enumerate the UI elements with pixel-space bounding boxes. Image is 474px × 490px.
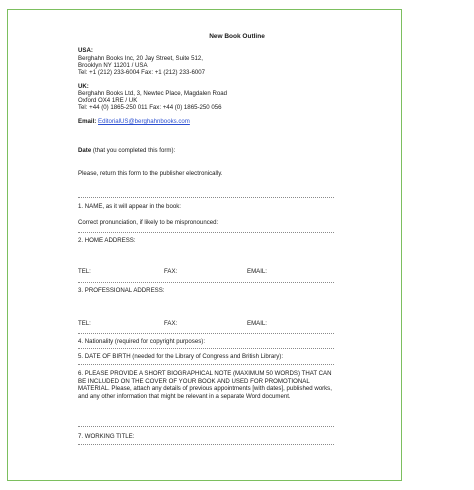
uk-phone-line: Tel: +44 (0) 1865-250 011 Fax: +44 (0) 1865-250 056 [78,104,222,111]
form-field-line[interactable] [78,364,334,365]
pronunciation-label: Correct pronunciation, if likely to be mispronounced: [78,219,219,226]
form-field-line[interactable] [78,232,334,233]
document-frame [7,9,402,481]
professional-address-label: 3. PROFESSIONAL ADDRESS: [78,287,165,294]
home-address-label: 2. HOME ADDRESS: [78,237,136,244]
usa-phone-line: Tel: +1 (212) 233-6004 Fax: +1 (212) 233-6007 [78,69,206,76]
form-field-line[interactable] [78,282,334,283]
bio-instructions: 6. PLEASE PROVIDE A SHORT BIOGRAPHICAL NOTE (MAXIMUM 50 WORDS) THAT CAN BE INCLUDED ON THE COVER OF YOUR BOOK AND USED FOR PROMOTIONAL MATERIAL. Please, attach any details of previous appointments [with dates], published works, and any other information that might be relevant in a separate Word document. [78,370,332,401]
professional-tel-label: TEL: [78,320,91,327]
uk-address-line: Berghahn Books Ltd, 3, Newtec Place, Magdalen Road [78,90,228,97]
form-field-line[interactable] [78,197,334,198]
usa-address-line: Brooklyn NY 11201 / USA [78,62,148,69]
home-fax-label: FAX: [164,268,178,275]
usa-address-line: Berghahn Books Inc, 20 Jay Street, Suite 512, [78,55,203,62]
usa-heading: USA: [78,47,93,54]
professional-email-label: EMAIL: [247,320,267,327]
date-row [78,147,175,155]
name-label: 1. NAME, as it will appear in the book: [78,203,181,210]
email-link[interactable]: EditorialUS@berghahnbooks.com [98,118,190,125]
home-email-label: EMAIL: [247,268,267,275]
working-title-label: 7. WORKING TITLE: [78,433,135,440]
professional-fax-label: FAX: [164,320,178,327]
nationality-label: 4. Nationality (required for copyright purposes): [78,338,206,345]
uk-address-line: Oxford OX4 1RE / UK [78,97,138,104]
email-label: Email: [78,118,97,125]
form-field-line[interactable] [78,426,334,427]
home-tel-label: TEL: [78,268,91,275]
return-note: Please, return this form to the publisher electronically. [78,170,223,177]
email-row [78,118,190,126]
document-title: New Book Outline [209,33,265,40]
dob-label: 5. DATE OF BIRTH (needed for the Library of Congress and British Library): [78,353,284,360]
form-field-line[interactable] [78,444,334,445]
uk-heading: UK: [78,83,89,90]
date-note: (that you completed this form): [91,147,176,154]
form-field-line[interactable] [78,348,334,349]
date-label: Date [78,147,92,154]
form-field-line[interactable] [78,333,334,334]
